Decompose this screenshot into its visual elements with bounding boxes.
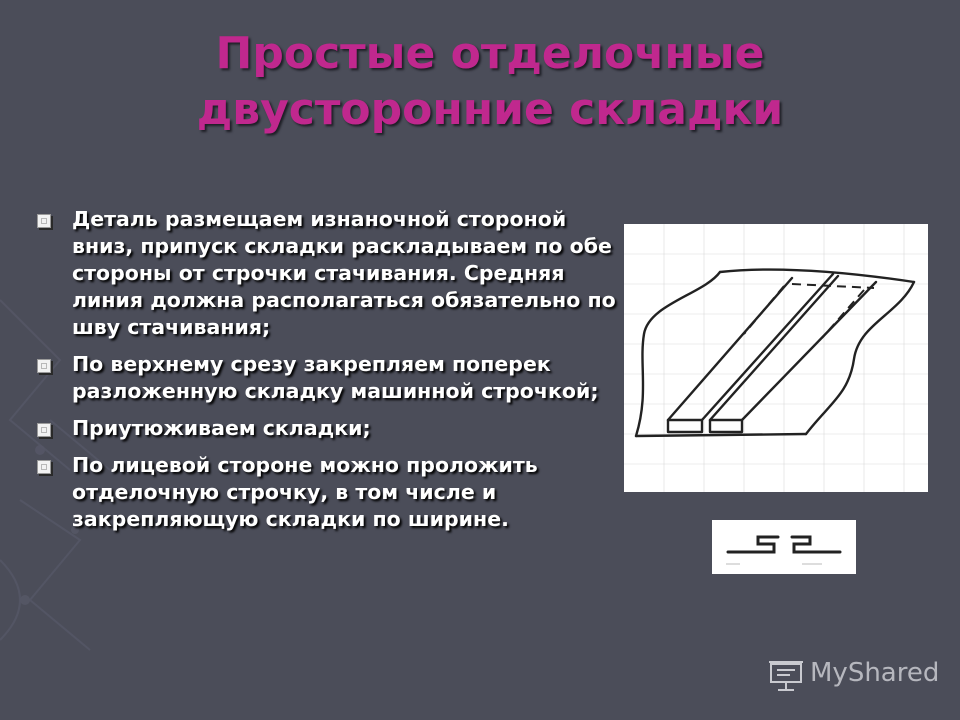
mysha-watermark (768, 654, 948, 694)
watermark-text: MyShared (810, 658, 940, 688)
bullet-item (34, 415, 624, 442)
bullet-item (34, 452, 624, 533)
title-line-1: Простые отделочные (215, 28, 765, 79)
projector-screen-icon (768, 656, 804, 692)
square-bullet-icon (37, 423, 51, 437)
bullet-text: Деталь размещаем изнаночной стороной вниз, припуск складки раскладываем по обе стороны от строчки стачивания. Средняя линия должна располагаться обязательно по шву стачивания; (72, 207, 616, 339)
bullet-text: По верхнему срезу закрепляем поперек разложенную складку машинной строчкой; (72, 352, 599, 403)
pleat-illustration (624, 224, 928, 492)
square-bullet-icon (37, 214, 51, 228)
bullet-text: По лицевой стороне можно проложить отделочную строчку, в том числе и закрепляющую складки по ширине. (72, 453, 538, 531)
square-bullet-icon (37, 359, 51, 373)
bullet-text: Приутюживаем складки; (72, 416, 371, 440)
bullet-list (34, 206, 624, 543)
title-line-2: двусторонние складки (196, 84, 784, 135)
slide-title (80, 26, 900, 138)
bullet-item (34, 206, 624, 341)
pleat-cross-section-diagram (712, 520, 856, 574)
bullet-item (34, 351, 624, 405)
square-bullet-icon (37, 460, 51, 474)
